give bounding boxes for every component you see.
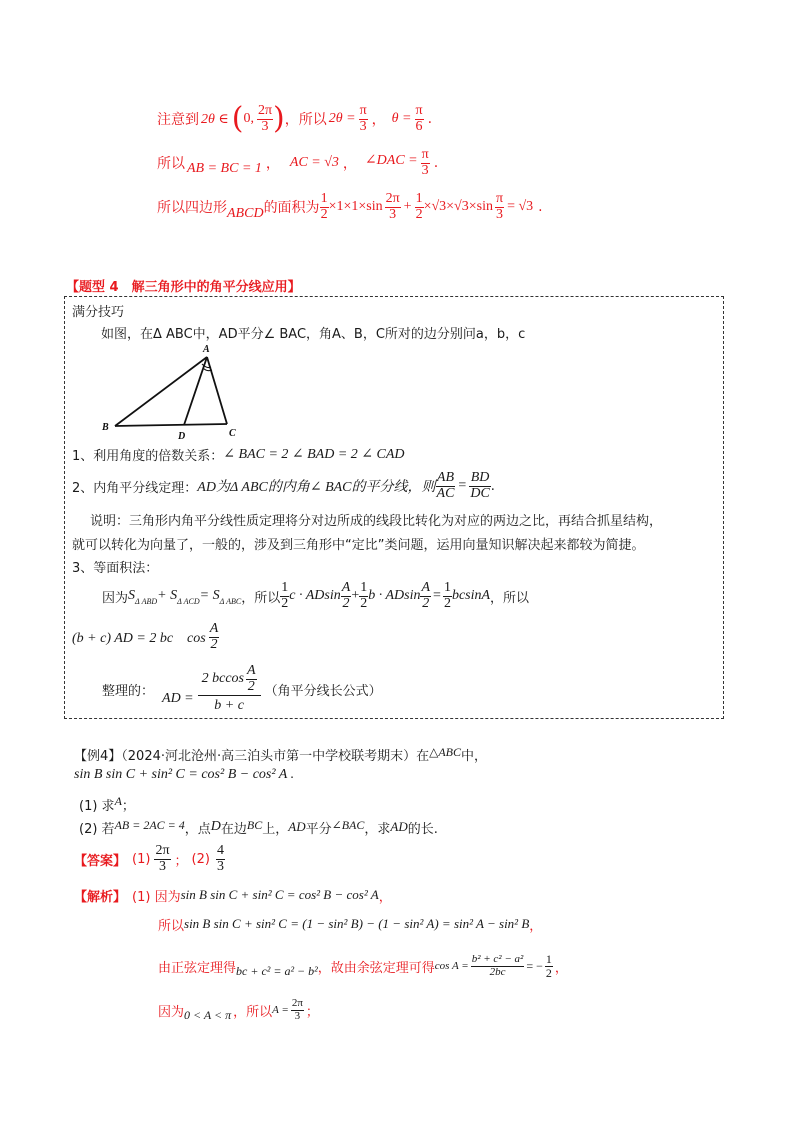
fraction-1-2: $\frac{1}{2}$ bbox=[443, 579, 451, 611]
fraction-bisector-length: 2 bccos $\frac{A}{2}$ b + c bbox=[198, 664, 261, 713]
answer-fraction-2: $\frac{4}{3}$ bbox=[216, 842, 224, 874]
bisector-ad bbox=[184, 357, 207, 425]
fraction-pi-3: $\frac{\pi}{3}$ bbox=[421, 146, 429, 178]
answer-line: 【答案】 (1) $\frac{2\pi}{3}$ ； (2) $\frac{4}{3}$ bbox=[74, 842, 224, 874]
fraction-a-2: $\frac{A}{2}$ bbox=[421, 579, 431, 611]
tips-intro: 如图，在Δ ABC中，AD平分∠ BAC，角A、B，C所对的边分别问a，b，c bbox=[101, 327, 526, 342]
tips-title: 满分技巧 bbox=[72, 305, 125, 320]
edge-bc bbox=[115, 424, 227, 426]
answer-fraction-1: $\frac{2\pi}{3}$ bbox=[155, 842, 170, 874]
fraction-1-2: $\frac{1}{2}$ bbox=[360, 579, 368, 611]
fraction-1-2: $\frac{1}{2}$ bbox=[545, 951, 552, 980]
fraction-a-2: $\frac{A}{2}$ bbox=[247, 663, 256, 695]
vertex-label-d: D bbox=[178, 431, 186, 442]
left-paren: ( bbox=[231, 101, 244, 136]
fraction-2pi-3: $\frac{2\pi}{3}$ bbox=[291, 996, 303, 1022]
solution-line-area: 所以四边形 ABCD 的面积为 $\frac{1}{2}$ ×1×1×sin $\frac{2\pi}{3}$ + $\frac{1}{2}$ ×√3×√3×sin $\frac{\pi}{3}$ = √3 . bbox=[157, 190, 543, 222]
bisector-length-formula: 整理的： AD = 2 bccos $\frac{A}{2}$ b + c （角平分线长公式） bbox=[102, 663, 382, 713]
tips-note-line-1: 说明：三角形内角平分线性质定理将分对边所成的线段比转化为对应的两边之比，再结合抓星结构， bbox=[90, 514, 663, 529]
fraction-2pi-3: $\frac{2\pi}{3}$ bbox=[257, 102, 273, 134]
analysis-line-3: 由正弦定理得 bc + c² = a² − b² ，故由余弦定理可得 cos A = $\frac{\text{b² + c² − a²}}{2bc}$ = − $\frac{1}{2}$ ， bbox=[158, 951, 568, 980]
triangle-figure bbox=[96, 340, 246, 446]
analysis-line-1: 【解析】 (1) 因为 sin B sin C + sin² C = cos² B − cos² A ， bbox=[74, 887, 392, 905]
fraction-pi-3: $\frac{\pi}{3}$ bbox=[495, 190, 504, 222]
triangle-edges bbox=[115, 357, 227, 426]
vertex-label-c: C bbox=[229, 428, 236, 439]
fraction-1-2: $\frac{1}{2}$ bbox=[415, 190, 423, 222]
solution-line-sides: 所以 AB = BC = 1 ， AC = √3 ， ∠DAC = $\frac{\pi}{3}$ . bbox=[157, 146, 439, 178]
edge-ab bbox=[115, 357, 207, 426]
example-question-1: (1) 求 A ； bbox=[79, 793, 135, 814]
fraction-ab-ac: $\frac{AB}{AC}$ bbox=[436, 469, 455, 501]
right-paren: ) bbox=[273, 101, 285, 136]
fraction-a-2: $\frac{A}{2}$ bbox=[209, 620, 219, 652]
fraction-a-2: $\frac{A}{2}$ bbox=[341, 579, 351, 611]
tips-note-line-2: 就可以转化为向量了，一般的，涉及到三角形中“定比”类问题，运用向量知识解决起来都较为简捷。 bbox=[72, 538, 645, 553]
example-condition: sin B sin C + sin² C = cos² B − cos² A . bbox=[74, 767, 295, 782]
tips-item-3: 3、等面积法： bbox=[72, 561, 159, 576]
vertex-label-b: B bbox=[102, 422, 109, 433]
example-question-2: (2) 若 AB = 2AC = 4 ，点 D 在边 BC 上， AD 平分 ∠BAC ，求 AD 的长. bbox=[79, 817, 438, 837]
fraction-1-2: $\frac{1}{2}$ bbox=[320, 190, 328, 222]
equal-area-line: 因为 S Δ ABD + S Δ ACD = S Δ ABC ，所以 $\frac{1}{2}$ c · ADsin $\frac{A}{2}$ + $\frac{1}{2}$ b · ADsin $\frac{A}{2}$ = $\frac{1}{2}$ bcsinA ，所以 bbox=[102, 579, 530, 611]
fraction-bd-dc: $\frac{BD}{DC}$ bbox=[470, 469, 490, 501]
fraction-2pi-3: $\frac{2\pi}{3}$ bbox=[385, 190, 400, 222]
tips-item-2: 2、内角平分线定理： AD为Δ ABC的内角∠ BAC的平分线，则 $\frac{AB}{AC}$ = $\frac{BD}{DC}$ . bbox=[72, 469, 495, 501]
example-heading: 【例4】（2024·河北沧州·高三泊头市第一中学校联考期末）在 △ABC 中， bbox=[74, 744, 488, 764]
analysis-line-2: 所以 sin B sin C + sin² C = (1 − sin² B) − (1 − sin² A) = sin² A − sin² B ， bbox=[158, 916, 543, 934]
solution-line-theta: 注意到 2θ ∈ ( 0, $\frac{2\pi}{3}$ ) ，所以 2θ = $\frac{\pi}{3}$ ， θ = $\frac{\pi}{6}$ . bbox=[157, 101, 433, 136]
fraction-pi-3: $\frac{\pi}{3}$ bbox=[359, 102, 367, 134]
equal-area-result: (b + c) AD = 2 bc cos $\frac{A}{2}$ bbox=[72, 620, 219, 652]
fraction-pi-6: $\frac{\pi}{6}$ bbox=[415, 102, 423, 134]
fraction-1-2: $\frac{1}{2}$ bbox=[281, 579, 289, 611]
vertex-label-a: A bbox=[203, 344, 210, 355]
tips-item-1: 1、利用角度的倍数关系： ∠ BAC = 2 ∠ BAD = 2 ∠ CAD bbox=[72, 446, 405, 464]
cosine-law-fraction: $\frac{\text{b² + c² − a²}}{2bc}$ bbox=[471, 952, 524, 978]
analysis-line-4: 因为 0 < A < π ，所以 A = $\frac{2\pi}{3}$ ； bbox=[158, 996, 319, 1022]
section-title: 【题型 4 解三角形中的角平分线应用】 bbox=[66, 280, 301, 295]
